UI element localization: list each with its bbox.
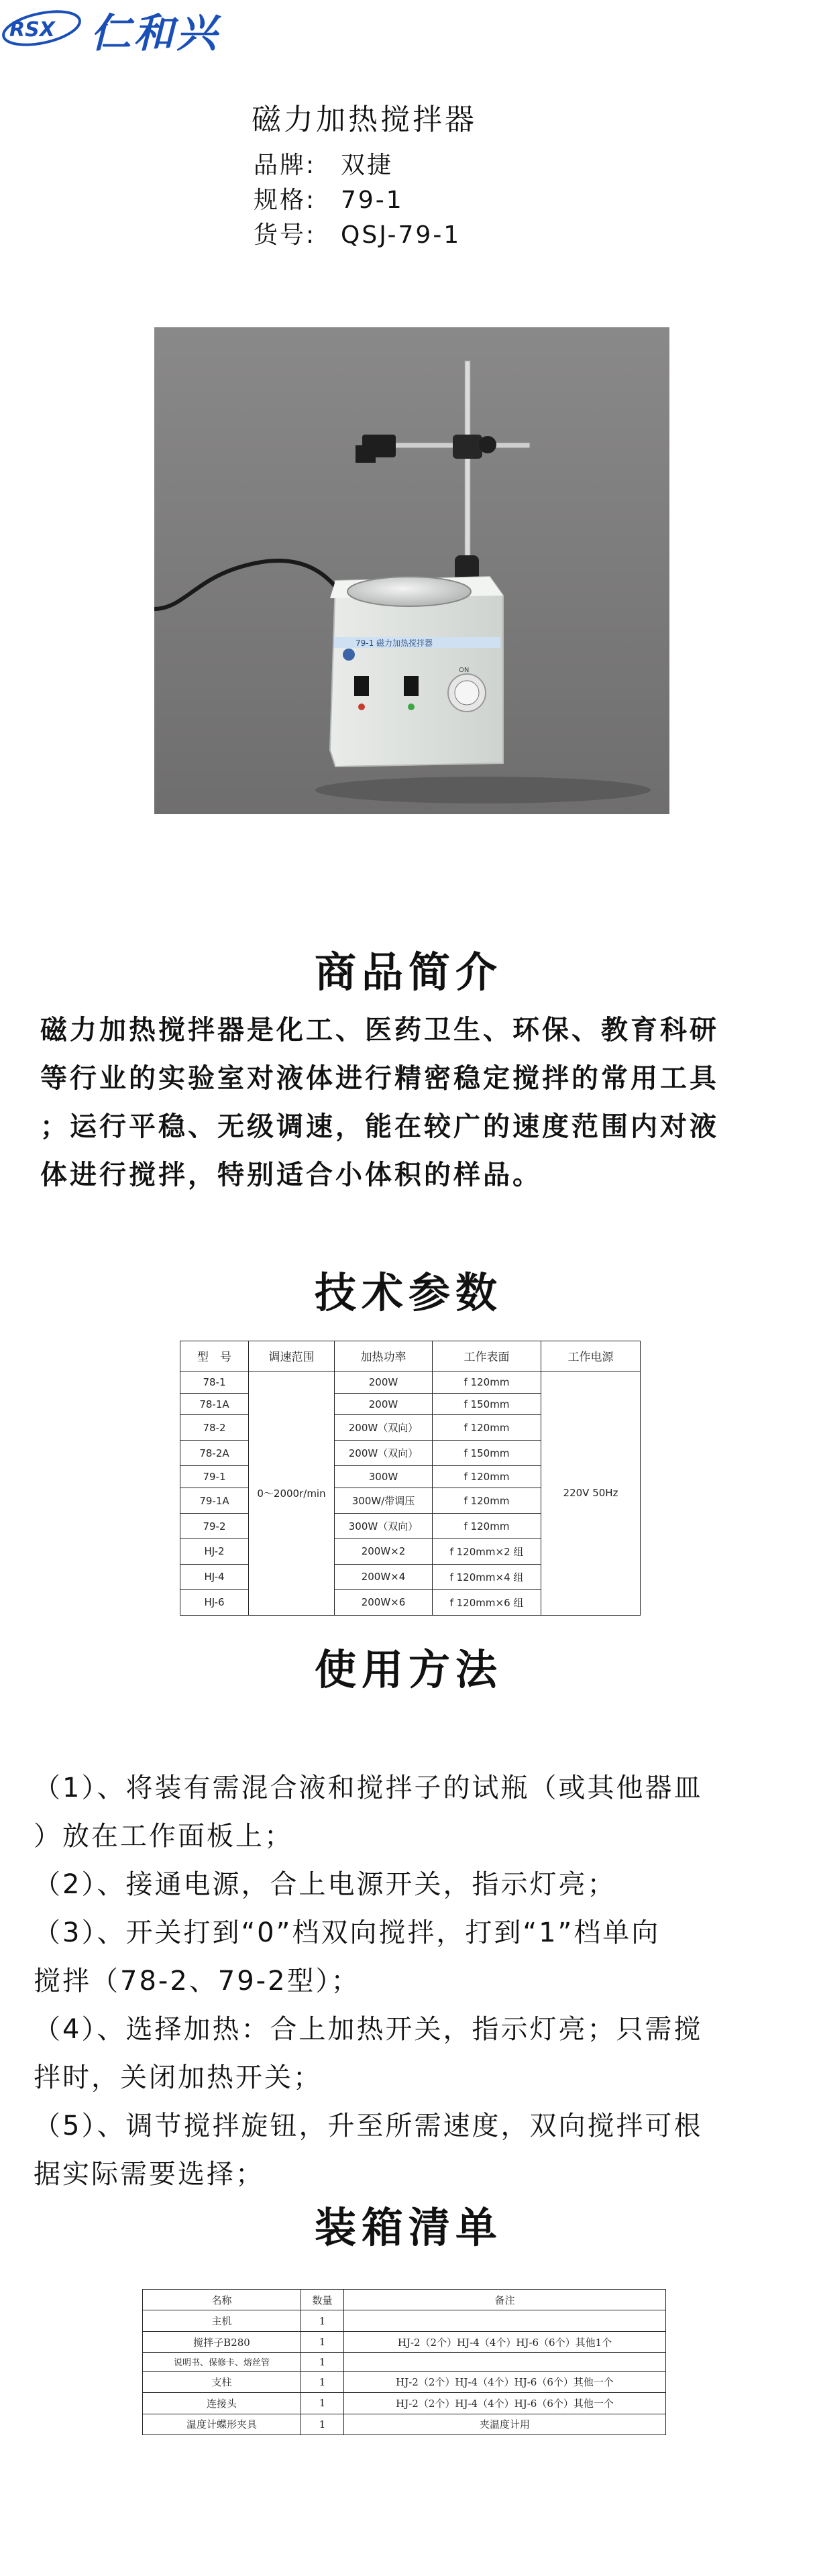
spec-surface: f 120mm xyxy=(433,1415,541,1441)
packing-name: 主机 xyxy=(143,2310,301,2331)
spec-header-row xyxy=(180,1341,641,1371)
magnetic-stirrer-image xyxy=(154,327,669,814)
brand-logo xyxy=(0,0,221,57)
logo-emblem-icon xyxy=(0,0,91,54)
intro-title: 商品简介 xyxy=(314,948,502,997)
usage-steps xyxy=(34,1764,792,2198)
packing-name: 搅拌子B280 xyxy=(143,2331,301,2352)
spec-power: 200W（双向） xyxy=(335,1441,433,1466)
intro-line: 磁力加热搅拌器是化工、医药卫生、环保、教育科研 xyxy=(40,1015,719,1046)
table-row xyxy=(143,2353,666,2372)
spec-header-cell: 工作表面 xyxy=(433,1341,541,1371)
usage-title: 使用方法 xyxy=(314,1645,502,1694)
table-row xyxy=(180,1371,641,1393)
spec-surface: f 120mm xyxy=(433,1488,541,1514)
spec-power: 200W×4 xyxy=(335,1564,433,1589)
spec-surface: f 120mm xyxy=(433,1466,541,1488)
product-title: 磁力加热搅拌器 xyxy=(252,103,477,137)
usage-line: （4）、选择加热：合上加热开关，指示灯亮；只需搅 xyxy=(34,2014,703,2045)
usage-line: （2）、接通电源，合上电源开关，指示灯亮； xyxy=(34,1869,616,1900)
model-value: 79-1 xyxy=(341,186,404,214)
spec-header-cell: 工作电源 xyxy=(541,1341,641,1371)
brand-line xyxy=(254,146,393,180)
brand-value: 双捷 xyxy=(341,152,394,179)
spec-surface: f 120mm×6 组 xyxy=(433,1589,541,1615)
packing-name: 连接头 xyxy=(143,2393,301,2414)
packing-qty: 1 xyxy=(301,2393,344,2414)
packing-note: HJ-2（2个）HJ-4（4个）HJ-6（6个）其他一个 xyxy=(344,2371,666,2392)
packing-qty: 1 xyxy=(301,2331,344,2352)
packing-header-cell: 数量 xyxy=(301,2290,344,2310)
spec-power: 300W xyxy=(335,1466,433,1488)
spec-model: 78-1A xyxy=(180,1393,249,1415)
spec-model: 78-2 xyxy=(180,1415,249,1441)
table-row xyxy=(143,2371,666,2392)
spec-model: 79-1 xyxy=(180,1466,249,1488)
table-row xyxy=(143,2414,666,2434)
panel-label-text: 79-1 磁力加热搅拌器 xyxy=(356,638,433,648)
spec-surface: f 120mm xyxy=(433,1514,541,1539)
packing-note: 夹温度计用 xyxy=(344,2414,666,2434)
spec-header-cell: 型 号 xyxy=(180,1341,249,1371)
packing-header-row xyxy=(143,2290,666,2310)
intro-line: 体进行搅拌，特别适合小体积的样品。 xyxy=(40,1160,542,1190)
intro-line: 等行业的实验室对液体进行精密稳定搅拌的常用工具 xyxy=(40,1063,719,1094)
table-row xyxy=(143,2393,666,2414)
spec-surface: f 120mm xyxy=(433,1371,541,1393)
spec-surface: f 150mm xyxy=(433,1441,541,1466)
spec-header-cell: 调速范围 xyxy=(249,1341,335,1371)
brand-label: 品牌: xyxy=(254,152,317,179)
spec-power: 200W×2 xyxy=(335,1539,433,1565)
sku-line xyxy=(254,216,461,250)
spec-model: HJ-2 xyxy=(180,1539,249,1565)
usage-line: ）放在工作面板上； xyxy=(34,1821,293,1852)
usage-line: 拌时，关闭加热开关； xyxy=(34,2062,322,2093)
spec-surface: f 120mm×4 组 xyxy=(433,1564,541,1589)
spec-model: 78-1 xyxy=(180,1371,249,1393)
spec-power: 300W（双向） xyxy=(335,1514,433,1539)
spec-power: 200W xyxy=(335,1393,433,1415)
packing-name: 支柱 xyxy=(143,2371,301,2392)
intro-paragraph xyxy=(40,1006,778,1199)
packing-table xyxy=(142,2289,665,2435)
sku-label: 货号: xyxy=(254,221,317,249)
usage-line: （3）、开关打到“0”档双向搅拌，打到“1”档单向 xyxy=(34,1917,661,1948)
spec-power: 200W xyxy=(335,1371,433,1393)
packing-header-cell: 备注 xyxy=(344,2290,666,2310)
spec-model: HJ-6 xyxy=(180,1589,249,1615)
spec-table xyxy=(180,1341,640,1616)
logo-badge-text: RSX xyxy=(9,18,55,42)
model-label: 规格: xyxy=(254,186,317,214)
spec-power: 200W×6 xyxy=(335,1589,433,1615)
spec-header-cell: 加热功率 xyxy=(335,1341,433,1371)
packing-header-cell: 名称 xyxy=(143,2290,301,2310)
usage-line: （1）、将装有需混合液和搅拌子的试瓶（或其他器皿 xyxy=(34,1773,703,1803)
packing-note xyxy=(344,2353,666,2372)
spec-surface: f 150mm xyxy=(433,1393,541,1415)
table-row xyxy=(143,2331,666,2352)
spec-power: 300W/带调压 xyxy=(335,1488,433,1514)
knob-label-text: ON xyxy=(459,667,470,674)
spec-model: 78-2A xyxy=(180,1441,249,1466)
model-line xyxy=(254,181,404,215)
usage-line: （5）、调节搅拌旋钮，升至所需速度，双向搅拌可根 xyxy=(34,2111,703,2141)
packing-qty: 1 xyxy=(301,2414,344,2434)
intro-line: ；运行平稳、无级调速，能在较广的速度范围内对液 xyxy=(40,1111,719,1142)
usage-line: 据实际需要选择； xyxy=(34,2159,264,2190)
packing-note: HJ-2（2个）HJ-4（4个）HJ-6（6个）其他一个 xyxy=(344,2393,666,2414)
spec-model: HJ-4 xyxy=(180,1564,249,1589)
packing-note: HJ-2（2个）HJ-4（4个）HJ-6（6个）其他1个 xyxy=(344,2331,666,2352)
usage-line: 搅拌（78-2、79-2型）； xyxy=(34,1966,360,1997)
table-row xyxy=(143,2310,666,2331)
spec-title: 技术参数 xyxy=(314,1268,502,1317)
packing-qty: 1 xyxy=(301,2353,344,2372)
spec-speed-range: 0～2000r/min xyxy=(249,1371,335,1615)
spec-model: 79-2 xyxy=(180,1514,249,1539)
packing-qty: 1 xyxy=(301,2371,344,2392)
spec-power: 200W（双向） xyxy=(335,1415,433,1441)
packing-qty: 1 xyxy=(301,2310,344,2331)
spec-surface: f 120mm×2 组 xyxy=(433,1539,541,1565)
sku-value: QSJ-79-1 xyxy=(341,221,461,249)
spec-power-supply: 220V 50Hz xyxy=(541,1371,641,1615)
packing-name: 温度计蝶形夹具 xyxy=(143,2414,301,2434)
packing-title: 装箱清单 xyxy=(314,2203,502,2252)
packing-name: 说明书、保修卡、熔丝管 xyxy=(143,2353,301,2372)
spec-model: 79-1A xyxy=(180,1488,249,1514)
product-photo xyxy=(154,327,669,814)
packing-note xyxy=(344,2310,666,2331)
logo-name: 仁和兴 xyxy=(91,10,219,57)
